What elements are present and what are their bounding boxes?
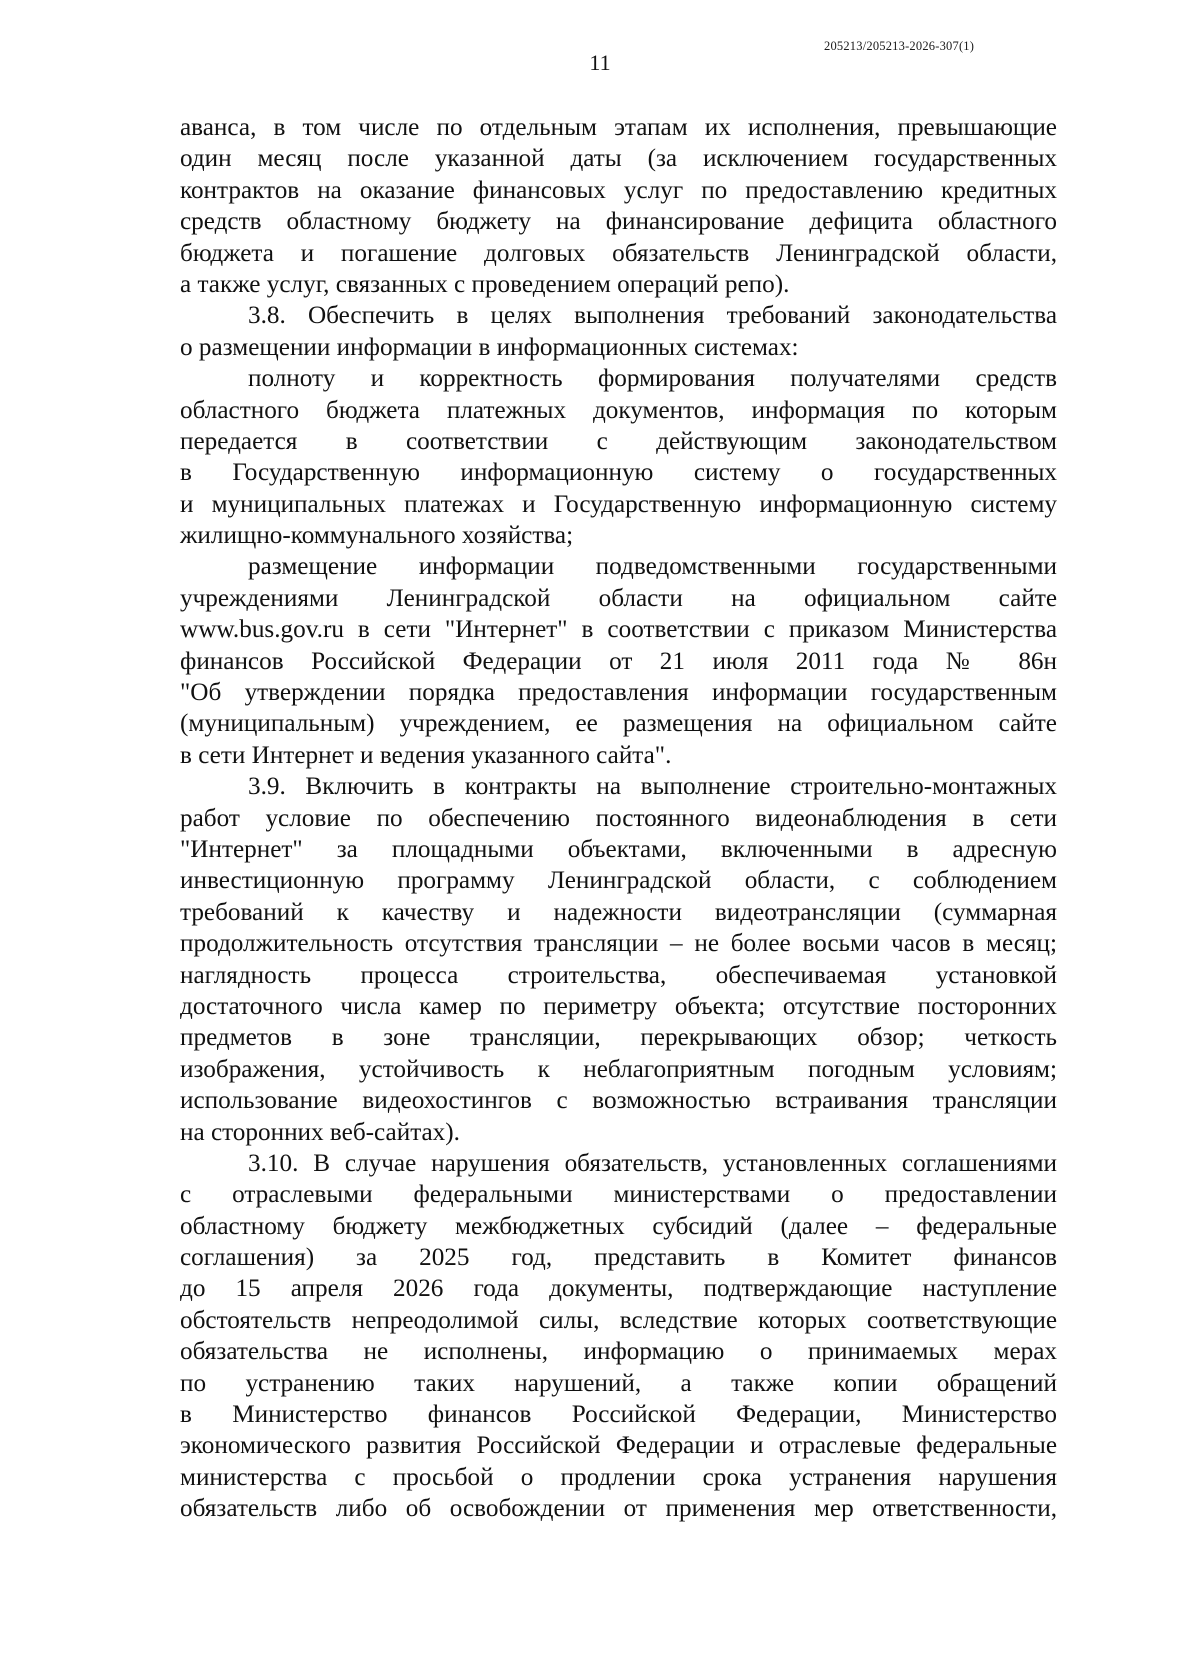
text-line: www.bus.gov.ru в сети "Интернет" в соответствии с приказом Министерства [180,616,1057,644]
text-line: 3.10. В случае нарушения обязательств, установленных соглашениями [248,1149,1057,1177]
text-line: обязательств либо об освобождении от применения мер ответственности, [180,1495,1057,1523]
paragraph-3-8-item-1 [180,363,1057,551]
text-line: соглашения) за 2025 год, представить в Комитет финансов [180,1244,1057,1272]
text-line: бюджета и погашение долговых обязательств Ленинградской области, [180,239,1057,267]
text-line: в Министерство финансов Российской Федерации, Министерство [180,1401,1057,1429]
paragraph-3-9 [180,771,1057,1148]
text-line: изображения, устойчивость к неблагоприятным погодным условиям; [180,1055,1057,1083]
text-line: "Интернет" за площадными объектами, включенными в адресную [180,835,1057,863]
text-line: обязательства не исполнены, информацию о принимаемых мерах [180,1338,1057,1366]
document-body [180,112,1057,1525]
text-line: средств областному бюджету на финансирование дефицита областного [180,208,1057,236]
paragraph-3-8 [180,300,1057,363]
text-line: размещение информации подведомственными государственными [248,553,1057,581]
text-line: в Государственную информационную систему о государственных [180,459,1057,487]
text-line: о размещении информации в информационных системах: [180,333,799,361]
text-line: наглядность процесса строительства, обеспечиваемая установкой [180,961,1057,989]
page-number: 11 [589,50,611,75]
text-line: аванса, в том числе по отдельным этапам их исполнения, превышающие [180,114,1057,141]
paragraph-3-8-item-2 [180,551,1057,771]
text-line: передается в соответствии с действующим законодательством [180,427,1057,455]
paragraph-continuation [180,112,1057,300]
text-line: один месяц после указанной даты (за исключением государственных [180,145,1057,173]
text-line: достаточного числа камер по периметру объекта; отсутствие посторонних [180,992,1057,1020]
text-line: продолжительность отсутствия трансляции – не более восьми часов в месяц; [180,930,1057,958]
text-line: областному бюджету межбюджетных субсидий (далее – федеральные [180,1212,1057,1240]
text-line: полноту и корректность формирования получателями средств [248,365,1057,393]
text-line: министерства с просьбой о продлении срока устранения нарушения [180,1463,1057,1491]
text-line: инвестиционную программу Ленинградской области, с соблюдением [180,867,1057,895]
text-line: контрактов на оказание финансовых услуг по предоставлению кредитных [180,176,1057,204]
text-line: учреждениями Ленинградской области на официальном сайте [180,584,1057,612]
text-line: "Об утверждении порядка предоставления информации государственным [180,679,1057,707]
text-line: экономического развития Российской Федерации и отраслевые федеральные [180,1432,1057,1460]
text-line: работ условие по обеспечению постоянного видеонаблюдения в сети [180,804,1057,832]
text-line: 3.8. Обеспечить в целях выполнения требований законодательства [248,302,1057,330]
text-line: финансов Российской Федерации от 21 июля 2011 года № 86н [180,647,1057,675]
text-line: по устранению таких нарушений, а также копии обращений [180,1369,1057,1397]
text-line: а также услуг, связанных с проведением операций репо). [180,270,790,298]
text-line: предметов в зоне трансляции, перекрывающих обзор; четкость [180,1024,1057,1052]
text-line: с отраслевыми федеральными министерствами о предоставлении [180,1181,1057,1209]
text-line: в сети Интернет и ведения указанного сайта". [180,741,672,769]
text-line: 3.9. Включить в контракты на выполнение строительно-монтажных [248,773,1057,801]
document-id: 205213/205213-2026-307(1) [824,39,975,53]
paragraph-3-10 [180,1148,1057,1525]
text-line: обстоятельств непреодолимой силы, вследствие которых соответствующие [180,1306,1057,1334]
text-line: (муниципальным) учреждением, ее размещения на официальном сайте [180,710,1057,738]
text-line: и муниципальных платежах и Государственную информационную систему [180,490,1057,518]
text-line: областного бюджета платежных документов, информация по которым [180,396,1057,424]
text-line: на сторонних веб-сайтах). [180,1118,460,1146]
text-line: использование видеохостингов с возможностью встраивания трансляции [180,1087,1057,1115]
text-line: требований к качеству и надежности видеотрансляции (суммарная [180,898,1057,926]
text-line: до 15 апреля 2026 года документы, подтверждающие наступление [180,1275,1057,1303]
text-line: жилищно-коммунального хозяйства; [180,522,574,550]
